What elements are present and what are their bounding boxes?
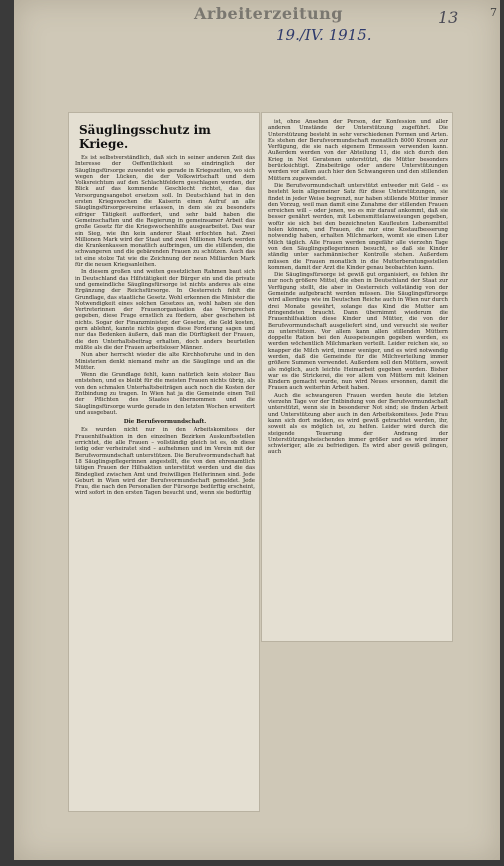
article-paragraph: Es ist selbstverständlich, daß sich in seiner anderen Zeit das Interesse der Oeffentlichkeit so eindringlich der Säuglingsfürsorge zuwendet wie gerade in Kriegszeiten, wo sich wegen der Lücken, die der Volkswirtschaft und dem Volksreichtum auf den Schlachtfeldern geschlagen werden, der Blick auf das kommende Geschlecht richtet, das das Versorgungsangebot ersetzen soll. In Deutschland hat in den ersten Kriegswochen die Kaiserin einen Aufruf an alle Säuglingsfürsorgevereine erlassen, in dem sie zu besonders eifriger Tätigkeit auffordert, und sehr bald haben die Gemeinschaften und die Regierung in gemeinsamer Arbeit das große Gesetz für die Kriegswochenhilfe ausgearbeitet. Das war ein Sieg, wie ihn kein anderer Staat erfochten hat. Zwei Millionen Mark wird der Staat und zwei Millionen Mark werden die Krankenkassen monatlich aufbringen, um die stillenden, die schwangeren und die gebärenden Frauen zu schützen. Auch das ist eine stolze Tat wie die Zeichnung der neun Milliarden Mark für die neuen Kriegsanleihen. bbox=[75, 155, 255, 269]
article-paragraph: Es wurden nicht nur in den Arbeitskomitees der Frauenhilfsaktion in den einzelnen Bezirken Auskunftsstellen errichtet, die alle Frauen – vollständig gleich ist es, ob diese ledig oder verheiratet sind – aufnehmen und im Verein mit der Berufsvormundschaft unterstützen. Die Berufsvormundschaft hat 18 Säuglingspflegerinnen angestellt, die von den ehrenamtlich tätigen Frauen der Hilfsaktion unterstützt werden und die das Bindeglied zwischen Amt und freiwilligen Helferinnen sind. Jede Geburt in Wien wird der Berufsvormundschaft gemeldet. Jede Frau, die nach den Personalien der Fürsorge bedürftig erscheint, wird sofort in den ersten Tagen besucht und, wenn sie bedürftig bbox=[75, 427, 255, 497]
article-paragraph: ist, ohne Ansehen der Person, der Konfession und aller anderen Umstände der Unterstützung zugeführt. Die Unterstützung besteht in sehr verschiedenen Formen und Arten. Es stehen der Berufsvormundschaft monatlich 8000 Kronen zur Verfügung, die sie nach eigenem Ermessen verwenden kann. Außerdem werden von der Abteilung 11, die sich durch den Krieg in Not Geratenen unterstützt, die Mütter besonders berücksichtigt. Zinsbeiträge oder andere Unterstützungen werden vor allem auch hier den Schwangeren und den stillenden Müttern zugewendet. bbox=[268, 119, 448, 182]
article-column-left bbox=[75, 119, 255, 498]
clipping-left-column bbox=[68, 112, 260, 812]
article-paragraph: Auch die schwangeren Frauen werden heute die letzten vierzehn Tage vor der Entbindung von der Berufsvormundschaft unterstützt, wenn sie in besonderer Not sind; sie finden Arbeit und Unterstützung aber auch in den Arbeitskomitees. Jede Frau kann sich dort melden, es wird gewiß getrachtet werden, ihr, soweit als es möglich ist, zu helfen. Leider wird durch die steigende Teuerung der Andrang der Unterstützungsheischenden immer größer und es wird immer schwieriger, alle zu befriedigen. Es wird aber gewiß gelingen, auch bbox=[268, 392, 448, 456]
article-paragraph: Wenn die Grundlage fehlt, kann natürlich kein stolzer Bau entstehen, und es bleibt für die meisten Frauen nichts übrig, als von den schmalen Unterhaltsbeiträgen auch noch die Kosten der Entbindung zu tragen. In Wien hat ja die Gemeinde einen Teil der Pflichten des Staates übernommen und die Säuglingsfürsorge wurde gerade in den letzten Wochen erweitert und ausgebaut. bbox=[75, 372, 255, 416]
article-paragraph: Die Berufsvormundschaft unterstützt entweder mit Geld – es besteht kein allgemeiner Satz für diese Unterstützungen, sie findet in jeder Weise begrenzt, nur haben stillende Mütter immer den Vorzug, weil man damit eine Zunahme der stillenden Frauen erreichen will – oder jenen, wo es mir darauf ankommt, daß sie besser genährt werden, mit Lebensmittelanweisungen gegeben, wofür sie sich bei den bezeichneten Kaufleuten Lebensmittel holen können, und Frauen, die nur eine Kostaufbesserung notwendig haben, erhalten Milchmarken, womit sie einen Liter Milch täglich. Alle Frauen werden ungefähr alle vierzehn Tage von den Säuglingspflegerinnen besucht, so daß sie Kinder ständig unter sachmännischer Kontrolle stehen. Außerdem müssen die Frauen monatlich in die Mutterberatungsstellen kommen, damit der Arzt die Kinder genau beobachten kann. bbox=[268, 182, 448, 271]
handwritten-number: 13 bbox=[438, 8, 459, 27]
article-paragraph: In diesem großen und weiten gesetzlichen Rahmen baut sich in Deutschland das Hilfstätigkeit der Bürger ein und die private und gemeindliche Säuglingsfürsorge ist nichts anderes als eine Ergänzung der Reichsfürsorge. In Oesterreich fehlt die Grundlage, das staatliche Gesetz. Wohl erkennen die Minister die Notwendigkeit eines solchen Gesetzes an, wohl haben sie den Vertreterinnen der Frauenorganisation das Versprechen gegeben, diese Frage ernstlich zu fördern, aber geschehen ist nichts. Sogar der Finanzminister, der Gesetze, die Geld kosten, gern ablehnt, kannte nichts gegen diese Forderung sagen und nur das Bedenken äußern, daß man die Dürftigkeit der Frauen, die den Unterhaltsbeitrag erhalten, doch anders beurteilen müßte als die der Frauen arbeitsloser Männer. bbox=[75, 269, 255, 351]
article-column-right bbox=[268, 119, 448, 457]
article-headline: Säuglingsschutz im Kriege. bbox=[79, 123, 211, 151]
clipping-right-column bbox=[261, 112, 453, 642]
handwritten-date: 19./IV. 1915. bbox=[276, 26, 372, 44]
page-number: 7 bbox=[490, 6, 497, 19]
article-paragraph: Die Säuglingsfürsorge ist gewiß gut organisiert, es fehlen ihr nur noch größere Mittel, die eben in Deutschland der Staat zur Verfügung stellt, die aber in Oesterreich vollständig von der Gemeinde aufgebracht werden müssen. Die Säuglingsfürsorge wird allerdings wie im Deutschen Reiche auch in Wien nur durch drei Monate gewährt, solange das Kind die Mutter am dringendsten braucht. Dann übernimmt wiederum die Frauenhilfsaktion diese Kinder und Mütter, die von der Berufsvormundschaft ausgeliefert sind, und versucht sie weiter zu unterstützen. Vor allem kann allen stillenden Müttern doppelte Ration bei den Ausspeisungen gegeben werden, es werden wöchentlich Milchmarken verteilt. Leider reichen sie, so knapper die Milch wird, immer weniger, und es wird notwendig werden, daß die Gemeinde für die Milchverteilung immer größere Summen verwendet. Außerdem soll den Müttern, soweit als möglich, auch leichte Heimarbeit gegeben werden. Bisher war es die Strickerei, die vor allem von Müttern mit kleinen Kindern gemacht wurde, nun wird Neues ersonnen, damit die Frauen auch weiterhin Arbeit haben. bbox=[268, 272, 448, 392]
article-paragraph: Nun aber herrscht wieder die alte Kirchhofsruhe und in den Ministerien denkt niemand mehr an die Säuglinge und an die Mütter. bbox=[75, 352, 255, 371]
article-subheading: Die Berufsvormundschaft. bbox=[123, 419, 207, 426]
archive-sheet bbox=[14, 0, 500, 860]
newspaper-masthead: Arbeiterzeitung bbox=[194, 4, 343, 23]
